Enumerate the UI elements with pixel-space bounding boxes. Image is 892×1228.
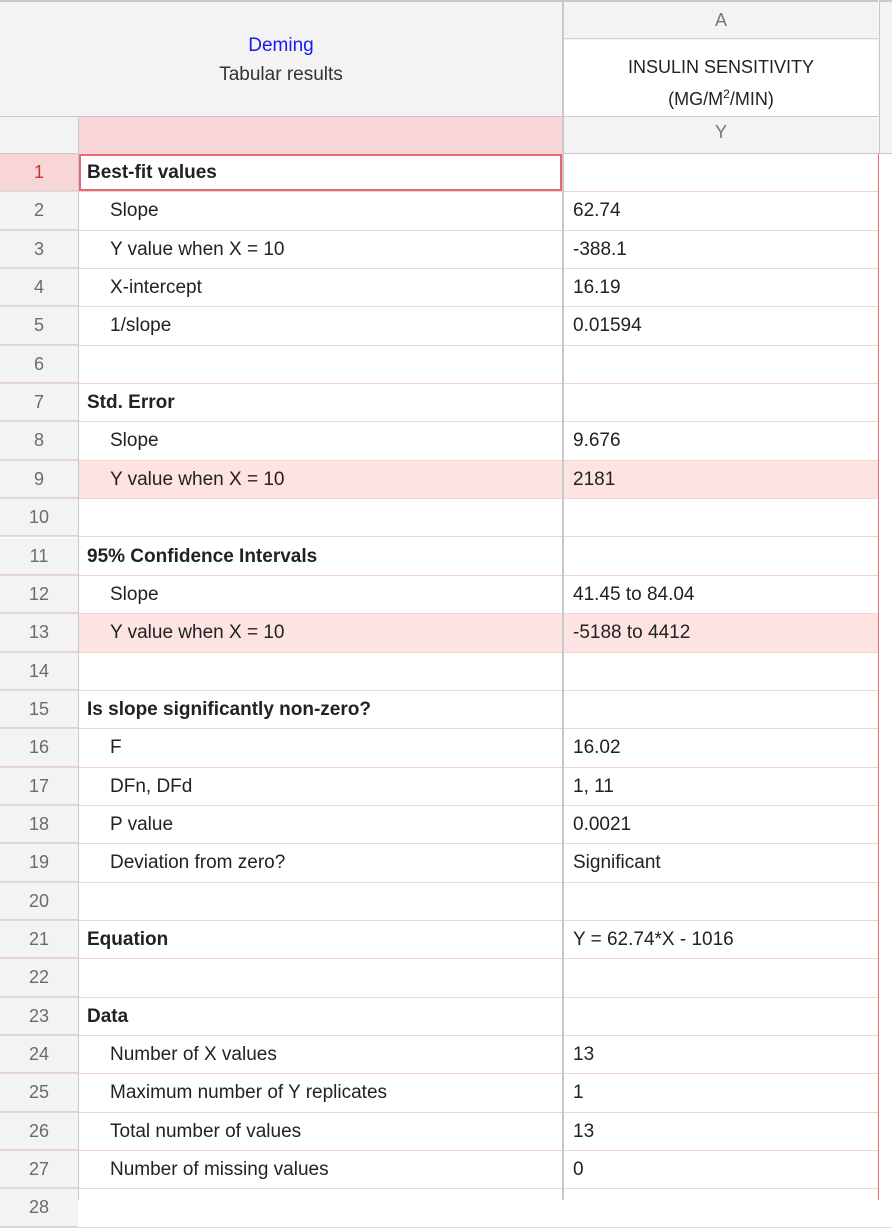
table-row[interactable] (0, 422, 892, 460)
row-label[interactable] (79, 346, 562, 383)
row-label[interactable]: Slope (110, 430, 159, 452)
table-row[interactable] (0, 384, 892, 422)
column-title-header[interactable] (564, 40, 878, 117)
row-number[interactable]: 27 (0, 1151, 78, 1188)
table-row[interactable] (0, 1074, 892, 1112)
table-row[interactable] (0, 653, 892, 691)
table-row[interactable] (0, 768, 892, 806)
row-label[interactable]: X-intercept (110, 277, 202, 299)
table-row[interactable] (0, 729, 892, 767)
table-row[interactable] (0, 346, 892, 384)
row-label[interactable]: Number of X values (110, 1044, 277, 1066)
row-value[interactable]: -5188 to 4412 (564, 614, 878, 651)
row-label[interactable] (79, 653, 562, 690)
row-number[interactable]: 23 (0, 998, 78, 1035)
table-row[interactable] (0, 1189, 892, 1227)
next-column-gutter[interactable] (879, 154, 892, 1200)
table-row[interactable] (0, 154, 892, 192)
analysis-title[interactable]: Deming (248, 35, 314, 56)
table-row[interactable] (0, 806, 892, 844)
row-number-divider (78, 117, 79, 1200)
row-value[interactable]: 41.45 to 84.04 (573, 583, 695, 605)
column-divider (562, 0, 564, 1200)
row-value[interactable]: 1 (573, 1082, 584, 1104)
row-value[interactable]: 1, 11 (573, 775, 614, 797)
row-label[interactable] (79, 959, 562, 996)
row-label[interactable]: Slope (110, 583, 159, 605)
subcolumn-y-header[interactable]: Y (714, 122, 727, 142)
row-number[interactable]: 24 (0, 1036, 78, 1073)
row-number[interactable]: 17 (0, 768, 78, 805)
table-row[interactable] (0, 998, 892, 1036)
row-number[interactable]: 12 (0, 576, 78, 613)
row-number[interactable]: 9 (0, 461, 78, 498)
column-title-unit-sup: 2 (723, 87, 730, 101)
row-value[interactable] (564, 538, 878, 575)
column-title-line2 (564, 83, 878, 115)
row-value[interactable]: Y = 62.74*X - 1016 (573, 929, 734, 950)
row-value[interactable]: 13 (573, 1120, 595, 1142)
table-row[interactable] (0, 959, 892, 997)
row-value[interactable]: 0.0021 (573, 813, 632, 835)
row-number[interactable]: 13 (0, 614, 78, 651)
table-row[interactable] (0, 538, 892, 576)
row-label[interactable]: Y value when X = 10 (79, 614, 562, 651)
row-number[interactable]: 8 (0, 422, 78, 459)
row-value[interactable]: 13 (573, 1044, 595, 1066)
row-value[interactable] (564, 959, 878, 996)
table-row[interactable] (0, 1151, 892, 1189)
row-number[interactable]: 19 (0, 844, 78, 881)
table-row[interactable] (0, 576, 892, 614)
row-label[interactable]: Maximum number of Y replicates (110, 1082, 388, 1104)
row-number[interactable]: 28 (0, 1189, 78, 1226)
row-number[interactable]: 15 (0, 691, 78, 728)
row-value[interactable]: -388.1 (573, 238, 627, 260)
row-section-heading[interactable]: Best-fit values (79, 154, 562, 191)
row-number[interactable]: 25 (0, 1074, 78, 1111)
row-label[interactable] (79, 883, 562, 920)
row-number[interactable]: 14 (0, 653, 78, 690)
row-label[interactable]: 1/slope (110, 315, 172, 337)
row-value[interactable]: Significant (573, 852, 661, 874)
row-number[interactable]: 10 (0, 499, 78, 536)
row-section-heading[interactable]: Data (87, 1005, 129, 1027)
row-section-heading[interactable]: Equation (87, 929, 169, 950)
next-subcolumn-header[interactable] (879, 117, 892, 154)
subcolumn-header-row (0, 117, 892, 154)
row-value[interactable] (564, 346, 878, 383)
row-label[interactable] (79, 1189, 562, 1226)
analysis-subtitle: Tabular results (219, 64, 343, 85)
table-row[interactable] (0, 231, 892, 269)
row-label[interactable]: Deviation from zero? (110, 852, 286, 874)
table-row[interactable] (0, 883, 892, 921)
row-title-column-header[interactable] (79, 117, 562, 154)
row-value[interactable]: 0 (573, 1159, 584, 1181)
row-value[interactable] (564, 883, 878, 920)
table-row[interactable] (0, 269, 892, 307)
table-row[interactable] (0, 461, 892, 499)
column-edge-marker (878, 154, 879, 1200)
row-number[interactable]: 4 (0, 269, 78, 306)
table-row[interactable] (0, 844, 892, 882)
table-row[interactable] (0, 691, 892, 729)
row-number[interactable]: 1 (0, 154, 78, 191)
row-number[interactable]: 22 (0, 959, 78, 996)
column-title-line1: INSULIN SENSITIVITY (627, 57, 815, 77)
column-title-unit-a: (MG/M (668, 89, 724, 109)
row-value[interactable] (564, 998, 878, 1035)
row-number[interactable]: 26 (0, 1113, 78, 1150)
sheet-header (0, 0, 892, 117)
row-value[interactable]: 62.74 (573, 200, 621, 222)
column-title-unit-b: /MIN) (729, 89, 774, 109)
row-value[interactable]: 9.676 (573, 430, 621, 452)
row-number[interactable]: 3 (0, 231, 78, 268)
row-label[interactable]: Total number of values (110, 1120, 302, 1142)
table-row[interactable] (0, 1113, 892, 1151)
row-label[interactable]: P value (110, 813, 174, 835)
row-label[interactable]: Number of missing values (110, 1159, 329, 1181)
row-section-heading[interactable]: 95% Confidence Intervals (87, 545, 318, 567)
row-value[interactable] (564, 653, 878, 690)
analysis-title-cell (0, 0, 562, 117)
row-value[interactable] (564, 691, 878, 728)
next-column-header[interactable] (879, 0, 892, 117)
row-section-heading[interactable]: Std. Error (87, 392, 175, 414)
row-section-heading[interactable]: Is slope significantly non-zero? (87, 698, 371, 720)
row-value[interactable]: 16.02 (573, 737, 621, 759)
row-value[interactable]: 0.01594 (573, 315, 642, 337)
row-number[interactable]: 11 (0, 538, 78, 575)
row-value[interactable] (564, 154, 878, 191)
row-label[interactable]: Y value when X = 10 (79, 461, 562, 498)
table-row[interactable] (0, 192, 892, 230)
row-number[interactable]: 20 (0, 883, 78, 920)
row-number[interactable]: 7 (0, 384, 78, 421)
row-number[interactable]: 21 (0, 921, 78, 958)
row-number[interactable]: 5 (0, 307, 78, 344)
column-letter-header[interactable]: A (564, 0, 878, 39)
row-number[interactable]: 2 (0, 192, 78, 229)
row-number[interactable]: 18 (0, 806, 78, 843)
table-row[interactable] (0, 614, 892, 652)
table-row[interactable] (0, 1036, 892, 1074)
row-label[interactable]: DFn, DFd (110, 775, 193, 797)
row-value[interactable]: 2181 (564, 461, 878, 498)
row-value[interactable] (564, 384, 878, 421)
table-row[interactable] (0, 307, 892, 345)
row-number[interactable]: 16 (0, 729, 78, 766)
row-label[interactable]: Y value when X = 10 (110, 238, 285, 260)
row-label[interactable]: F (110, 737, 122, 759)
row-value[interactable]: 16.19 (573, 277, 621, 299)
table-row[interactable] (0, 921, 892, 959)
row-value[interactable] (564, 1189, 878, 1226)
corner-cell[interactable] (0, 117, 78, 154)
table-row[interactable] (0, 499, 892, 537)
row-number[interactable]: 6 (0, 346, 78, 383)
row-value[interactable] (564, 499, 878, 536)
row-label[interactable] (79, 499, 562, 536)
row-label[interactable]: Slope (110, 200, 159, 222)
